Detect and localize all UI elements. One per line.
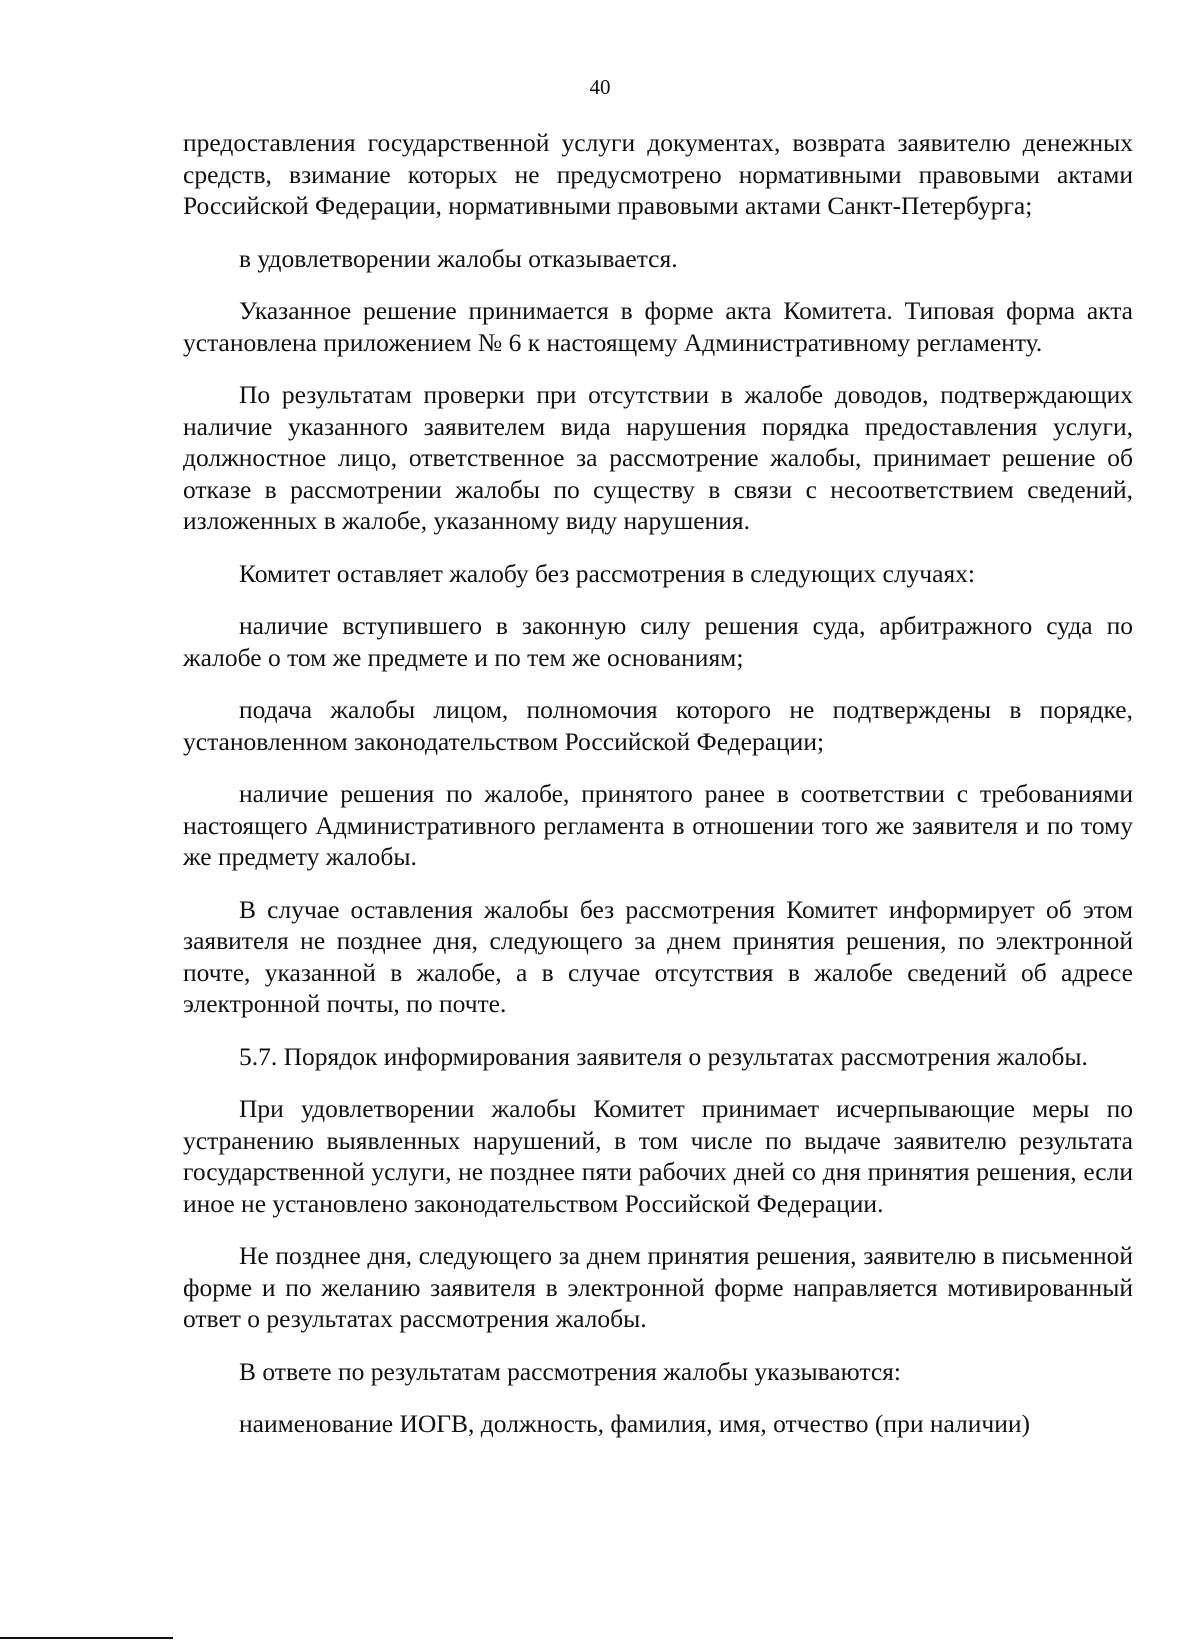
document-body — [183, 127, 1133, 1440]
paragraph-2: в удовлетворении жалобы отказывается. — [239, 243, 678, 273]
paragraph-13: В ответе по результатам рассмотрения жалобы указываются: — [239, 1356, 901, 1386]
paragraph-4: По результатам проверки при отсутствии в жалобе доводов, подтверждающих наличие указанного заявителем вида нарушения порядка предоставления услуги, должностное лицо, ответственное за рассмотрение жалобы, принимает решение об отказе в рассмотрении жалобы по существу в связи с несоответствием сведений, изложенных в жалобе, указанному виду нарушения. — [183, 380, 1133, 535]
paragraph-12: Не позднее дня, следующего за днем принятия решения, заявителю в письменной форме и по желанию заявителя в электронной форме направляется мотивированный ответ о результатах рассмотрения жалобы. — [183, 1241, 1133, 1333]
paragraph-5: Комитет оставляет жалобу без рассмотрения в следующих случаях: — [239, 558, 976, 588]
footnote-divider — [0, 1637, 173, 1639]
paragraph-11: При удовлетворении жалобы Комитет принимает исчерпывающие меры по устранению выявленных нарушений, в том числе по выдаче заявителю результата государственной услуги, не позднее пяти рабочих дней со дня принятия решения, если иное не установлено законодательством Российской Федерации. — [183, 1094, 1133, 1218]
paragraph-1: предоставления государственной услуги документах, возврата заявителю денежных средств, взимание которых не предусмотрено нормативными правовыми актами Российской Федерации, нормативными правовыми актами Санкт-Петербурга; — [183, 128, 1133, 220]
paragraph-6: наличие вступившего в законную силу решения суда, арбитражного суда по жалобе о том же предмете и по тем же основаниям; — [183, 611, 1133, 672]
paragraph-7: подача жалобы лицом, полномочия которого не подтверждены в порядке, установленном законодательством Российской Федерации; — [183, 695, 1133, 756]
page-number: 40 — [589, 75, 611, 99]
paragraph-9: В случае оставления жалобы без рассмотрения Комитет информирует об этом заявителя не позднее дня, следующего за днем принятия решения, по электронной почте, указанной в жалобе, а в случае отсутствия в жалобе сведений об адресе электронной почты, по почте. — [183, 894, 1133, 1018]
paragraph-8: наличие решения по жалобе, принятого ранее в соответствии с требованиями настоящего Административного регламента в отношении того же заявителя и по тому же предмету жалобы. — [183, 779, 1133, 871]
paragraph-3: Указанное решение принимается в форме акта Комитета. Типовая форма акта установлена приложением № 6 к настоящему Административному регламенту. — [183, 296, 1133, 357]
section-heading-5-7: 5.7. Порядок информирования заявителя о результатах рассмотрения жалобы. — [239, 1041, 1088, 1071]
paragraph-14: наименование ИОГВ, должность, фамилия, имя, отчество (при наличии) — [239, 1409, 1031, 1438]
